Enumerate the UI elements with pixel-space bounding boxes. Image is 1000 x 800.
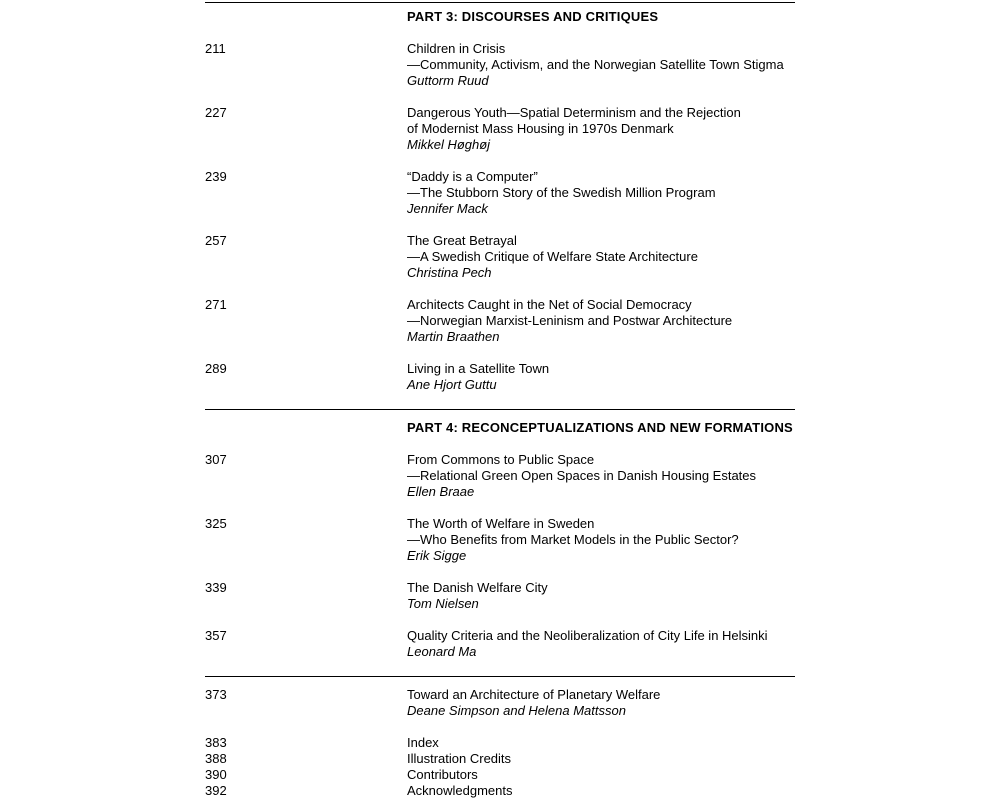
page-number: 257 xyxy=(205,233,227,248)
backmatter-entry xyxy=(205,783,795,799)
toc-entry xyxy=(205,361,795,393)
backmatter-entry xyxy=(205,735,795,751)
entry-subtitle: —Community, Activism, and the Norwegian Satellite Town Stigma xyxy=(407,57,784,72)
page-number: 388 xyxy=(205,751,227,766)
toc-entry xyxy=(205,516,795,564)
backmatter-label: Illustration Credits xyxy=(407,751,512,766)
toc-entry xyxy=(205,687,795,719)
page-number: 383 xyxy=(205,735,227,750)
part-3-heading: PART 3: DISCOURSES AND CRITIQUES xyxy=(407,9,659,24)
backmatter-entry xyxy=(205,751,795,767)
entry-title: Architects Caught in the Net of Social Democracy xyxy=(407,297,692,312)
page-number: 392 xyxy=(205,783,227,798)
page-number: 390 xyxy=(205,767,227,782)
entry-author: Guttorm Ruud xyxy=(407,73,489,88)
entry-title: Children in Crisis xyxy=(407,41,506,56)
entry-author: Christina Pech xyxy=(407,265,492,280)
backmatter-label: Contributors xyxy=(407,767,478,782)
backmatter-label: Acknowledgments xyxy=(407,783,513,798)
entry-title: Quality Criteria and the Neoliberalization of City Life in Helsinki xyxy=(407,628,768,643)
page-number: 325 xyxy=(205,516,227,531)
section-divider xyxy=(205,409,795,410)
entry-subtitle: —Norwegian Marxist-Leninism and Postwar Architecture xyxy=(407,313,733,328)
entry-author: Leonard Ma xyxy=(407,644,477,659)
entry-title: Toward an Architecture of Planetary Welfare xyxy=(407,687,661,702)
entry-title: “Daddy is a Computer” xyxy=(407,169,538,184)
entry-author: Mikkel Høghøj xyxy=(407,137,491,152)
part-4-heading: PART 4: RECONCEPTUALIZATIONS AND NEW FORMATIONS xyxy=(407,420,793,435)
toc-entry xyxy=(205,580,795,612)
toc-entry xyxy=(205,105,795,153)
entry-author: Erik Sigge xyxy=(407,548,467,563)
entry-author: Martin Braathen xyxy=(407,329,500,344)
entry-author: Jennifer Mack xyxy=(407,201,488,216)
entry-title: The Worth of Welfare in Sweden xyxy=(407,516,595,531)
page-number: 239 xyxy=(205,169,227,184)
entry-author: Deane Simpson and Helena Mattsson xyxy=(407,703,626,718)
entry-author: Tom Nielsen xyxy=(407,596,479,611)
entry-subtitle: —Who Benefits from Market Models in the Public Sector? xyxy=(407,532,739,547)
toc-entry xyxy=(205,233,795,281)
entry-author: Ane Hjort Guttu xyxy=(407,377,497,392)
page-number: 289 xyxy=(205,361,227,376)
backmatter-entry xyxy=(205,767,795,783)
top-divider xyxy=(205,2,795,3)
page-number: 227 xyxy=(205,105,227,120)
page-number: 373 xyxy=(205,687,227,702)
entry-subtitle: —A Swedish Critique of Welfare State Architecture xyxy=(407,249,698,264)
toc-entry xyxy=(205,169,795,217)
toc-entry xyxy=(205,297,795,345)
section-divider xyxy=(205,676,795,677)
entry-title: The Danish Welfare City xyxy=(407,580,548,595)
page-number: 339 xyxy=(205,580,227,595)
entry-subtitle: —Relational Green Open Spaces in Danish Housing Estates xyxy=(407,468,757,483)
table-of-contents xyxy=(205,0,795,799)
entry-subtitle: of Modernist Mass Housing in 1970s Denmark xyxy=(407,121,674,136)
toc-entry xyxy=(205,41,795,89)
entry-title: The Great Betrayal xyxy=(407,233,517,248)
page-number: 307 xyxy=(205,452,227,467)
backmatter-label: Index xyxy=(407,735,439,750)
entry-title: From Commons to Public Space xyxy=(407,452,595,467)
page-number: 211 xyxy=(205,41,226,56)
toc-entry xyxy=(205,452,795,500)
page-number: 357 xyxy=(205,628,227,643)
page-number: 271 xyxy=(205,297,227,312)
toc-entry xyxy=(205,628,795,660)
entry-title: Living in a Satellite Town xyxy=(407,361,550,376)
entry-title: Dangerous Youth—Spatial Determinism and the Rejection xyxy=(407,105,741,120)
entry-author: Ellen Braae xyxy=(407,484,475,499)
entry-subtitle: —The Stubborn Story of the Swedish Million Program xyxy=(407,185,716,200)
